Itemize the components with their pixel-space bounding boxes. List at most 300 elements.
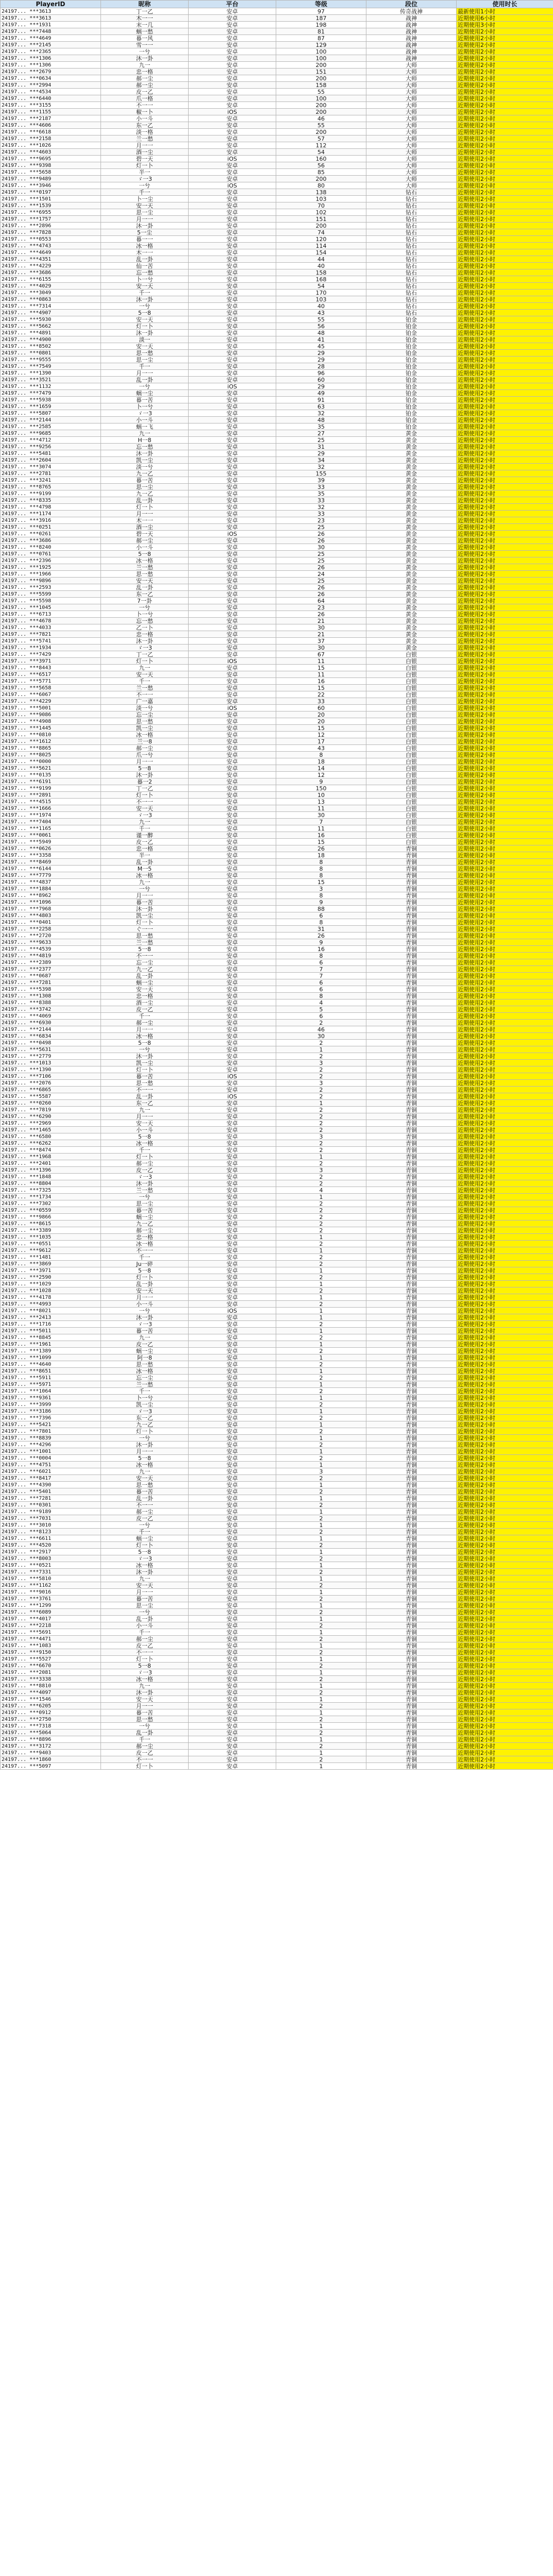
table-row[interactable] <box>1 732 553 738</box>
table-row[interactable] <box>1 845 553 852</box>
table-row[interactable] <box>1 852 553 859</box>
table-row[interactable] <box>1 1241 553 1247</box>
table-row[interactable] <box>1 28 553 35</box>
table-row[interactable] <box>1 799 553 805</box>
table-row[interactable] <box>1 423 553 430</box>
table-row[interactable] <box>1 819 553 825</box>
table-row[interactable] <box>1 785 553 792</box>
table-row[interactable] <box>1 1187 553 1194</box>
header-level[interactable]: 等级 <box>276 1 366 8</box>
table-row[interactable] <box>1 149 553 156</box>
table-row[interactable] <box>1 765 553 772</box>
table-row[interactable] <box>1 631 553 638</box>
cell-time: 近期使用2小时 <box>457 1442 553 1448</box>
table-row[interactable] <box>1 1093 553 1100</box>
table-row[interactable] <box>1 109 553 115</box>
table-row[interactable] <box>1 718 553 725</box>
table-row[interactable] <box>1 1515 553 1522</box>
table-row[interactable] <box>1 825 553 832</box>
table-row[interactable] <box>1 745 553 752</box>
table-row[interactable] <box>1 363 553 370</box>
table-row[interactable] <box>1 578 553 584</box>
cell-rank: 钻石 <box>366 269 457 276</box>
table-row[interactable] <box>1 296 553 303</box>
table-row[interactable] <box>1 986 553 993</box>
table-row[interactable] <box>1 1535 553 1542</box>
table-row[interactable] <box>1 999 553 1006</box>
table-row[interactable] <box>1 1649 553 1656</box>
table-row[interactable] <box>1 457 553 464</box>
table-row[interactable] <box>1 263 553 269</box>
table-row[interactable] <box>1 303 553 310</box>
table-row[interactable] <box>1 698 553 705</box>
header-player-id[interactable]: PlayerID <box>1 1 101 8</box>
table-row[interactable] <box>1 658 553 665</box>
cell-time: 近期使用2小时 <box>457 1053 553 1060</box>
table-row[interactable] <box>1 1549 553 1555</box>
table-row[interactable] <box>1 383 553 390</box>
table-row[interactable] <box>1 1247 553 1254</box>
table-row[interactable] <box>1 484 553 490</box>
table-row[interactable] <box>1 1609 553 1616</box>
table-row[interactable] <box>1 531 553 537</box>
cell-time: 近期使用2小时 <box>457 511 553 517</box>
table-row[interactable] <box>1 711 553 718</box>
table-row[interactable] <box>1 397 553 403</box>
table-row[interactable] <box>1 89 553 95</box>
table-row[interactable] <box>1 1107 553 1113</box>
table-row[interactable] <box>1 1448 553 1455</box>
cell-level: 22 <box>276 691 366 698</box>
table-row[interactable] <box>1 1160 553 1167</box>
table-row[interactable] <box>1 1696 553 1703</box>
table-row[interactable] <box>1 1582 553 1589</box>
table-row[interactable] <box>1 1006 553 1013</box>
table-row[interactable] <box>1 223 553 229</box>
table-row[interactable] <box>1 1194 553 1200</box>
table-row[interactable] <box>1 979 553 986</box>
table-row[interactable] <box>1 490 553 497</box>
header-platform[interactable]: 平台 <box>189 1 276 8</box>
table-row[interactable] <box>1 115 553 122</box>
table-row[interactable] <box>1 1361 553 1368</box>
table-row[interactable] <box>1 1180 553 1187</box>
table-row[interactable] <box>1 1468 553 1475</box>
table-row[interactable] <box>1 1381 553 1388</box>
table-row[interactable] <box>1 1020 553 1026</box>
table-row[interactable] <box>1 316 553 323</box>
table-row[interactable] <box>1 216 553 223</box>
table-row[interactable] <box>1 511 553 517</box>
table-row[interactable] <box>1 1120 553 1127</box>
table-row[interactable] <box>1 678 553 685</box>
cell-name: 蜗一尘 <box>101 390 189 397</box>
cell-time: 近期使用2小时 <box>457 1241 553 1247</box>
table-row[interactable] <box>1 859 553 866</box>
table-row[interactable] <box>1 524 553 531</box>
table-row[interactable] <box>1 377 553 383</box>
table-row[interactable] <box>1 832 553 839</box>
table-row[interactable] <box>1 129 553 135</box>
table-row[interactable] <box>1 370 553 377</box>
table-row[interactable] <box>1 1080 553 1087</box>
table-row[interactable] <box>1 1401 553 1408</box>
table-row[interactable] <box>1 1629 553 1636</box>
table-row[interactable] <box>1 1301 553 1308</box>
table-row[interactable] <box>1 772 553 778</box>
table-row[interactable] <box>1 1368 553 1375</box>
table-row[interactable] <box>1 839 553 845</box>
table-row[interactable] <box>1 598 553 604</box>
table-row[interactable] <box>1 122 553 129</box>
table-row[interactable] <box>1 953 553 959</box>
table-row[interactable] <box>1 1421 553 1428</box>
table-row[interactable] <box>1 551 553 557</box>
table-row[interactable] <box>1 410 553 417</box>
table-row[interactable] <box>1 1033 553 1040</box>
table-row[interactable] <box>1 1730 553 1736</box>
table-row[interactable] <box>1 1100 553 1107</box>
table-row[interactable] <box>1 1475 553 1482</box>
table-row[interactable] <box>1 1133 553 1140</box>
table-row[interactable] <box>1 1435 553 1442</box>
table-row[interactable] <box>1 403 553 410</box>
table-row[interactable] <box>1 1683 553 1689</box>
cell-player-id: 24197... ***3999 <box>1 1401 101 1408</box>
table-row[interactable] <box>1 1334 553 1341</box>
table-row[interactable] <box>1 357 553 363</box>
table-row[interactable] <box>1 209 553 216</box>
table-row[interactable] <box>1 1040 553 1046</box>
table-row[interactable] <box>1 1395 553 1401</box>
table-row[interactable] <box>1 1428 553 1435</box>
table-row[interactable] <box>1 35 553 42</box>
cell-rank: 钻石 <box>366 296 457 303</box>
table-row[interactable] <box>1 899 553 906</box>
table-row[interactable] <box>1 906 553 912</box>
table-row[interactable] <box>1 805 553 812</box>
table-row[interactable] <box>1 1207 553 1214</box>
table-row[interactable] <box>1 1314 553 1321</box>
table-row[interactable] <box>1 450 553 457</box>
cell-level: 2 <box>276 1676 366 1683</box>
table-row[interactable] <box>1 1703 553 1709</box>
table-row[interactable] <box>1 571 553 578</box>
table-row[interactable] <box>1 1147 553 1154</box>
table-row[interactable] <box>1 444 553 450</box>
table-row[interactable] <box>1 196 553 202</box>
table-row[interactable] <box>1 22 553 28</box>
table-row[interactable] <box>1 1716 553 1723</box>
table-row[interactable] <box>1 1167 553 1174</box>
table-row[interactable] <box>1 618 553 624</box>
table-row[interactable] <box>1 1616 553 1622</box>
table-row[interactable] <box>1 758 553 765</box>
table-row[interactable] <box>1 1642 553 1649</box>
table-row[interactable] <box>1 1308 553 1314</box>
cell-rank: 黄金 <box>366 537 457 544</box>
table-row[interactable] <box>1 15 553 22</box>
table-row[interactable] <box>1 1495 553 1502</box>
table-row[interactable] <box>1 504 553 511</box>
table-row[interactable] <box>1 1723 553 1730</box>
table-row[interactable] <box>1 1743 553 1750</box>
table-row[interactable] <box>1 8 553 15</box>
table-row[interactable] <box>1 973 553 979</box>
cell-platform: 安卓 <box>189 22 276 28</box>
table-row[interactable] <box>1 557 553 564</box>
table-row[interactable] <box>1 1053 553 1060</box>
table-row[interactable] <box>1 939 553 946</box>
table-row[interactable] <box>1 591 553 598</box>
table-row[interactable] <box>1 229 553 236</box>
table-row[interactable] <box>1 1060 553 1066</box>
table-row[interactable] <box>1 176 553 182</box>
table-row[interactable] <box>1 1509 553 1515</box>
table-row[interactable] <box>1 879 553 886</box>
table-row[interactable] <box>1 912 553 919</box>
table-row[interactable] <box>1 1663 553 1669</box>
table-row[interactable] <box>1 1689 553 1696</box>
table-row[interactable] <box>1 182 553 189</box>
cell-platform: iOS <box>189 658 276 665</box>
table-row[interactable] <box>1 1274 553 1281</box>
cell-rank: 青铜 <box>366 1073 457 1080</box>
table-row[interactable] <box>1 1736 553 1743</box>
table-row[interactable] <box>1 437 553 444</box>
table-row[interactable] <box>1 564 553 571</box>
table-row[interactable] <box>1 792 553 799</box>
table-row[interactable] <box>1 1294 553 1301</box>
table-row[interactable] <box>1 142 553 149</box>
cell-platform: 安卓 <box>189 1147 276 1154</box>
cell-player-id: 24197... ***0912 <box>1 1709 101 1716</box>
table-row[interactable] <box>1 611 553 618</box>
table-row[interactable] <box>1 651 553 658</box>
table-row[interactable] <box>1 993 553 999</box>
table-row[interactable] <box>1 1281 553 1287</box>
table-row[interactable] <box>1 48 553 55</box>
table-row[interactable] <box>1 1488 553 1495</box>
table-row[interactable] <box>1 1375 553 1381</box>
table-row[interactable] <box>1 290 553 296</box>
table-row[interactable] <box>1 1354 553 1361</box>
table-row[interactable] <box>1 249 553 256</box>
cell-name: 皮一乙 <box>101 1341 189 1348</box>
table-row[interactable] <box>1 1140 553 1147</box>
cell-level: 1 <box>276 1549 366 1555</box>
table-row[interactable] <box>1 256 553 263</box>
table-row[interactable] <box>1 705 553 711</box>
table-row[interactable] <box>1 537 553 544</box>
cell-player-id: 24197... ***6021 <box>1 1468 101 1475</box>
table-row[interactable] <box>1 1415 553 1421</box>
table-row[interactable] <box>1 1046 553 1053</box>
table-row[interactable] <box>1 269 553 276</box>
table-row[interactable] <box>1 390 553 397</box>
table-row[interactable] <box>1 75 553 82</box>
table-row[interactable] <box>1 1200 553 1207</box>
table-row[interactable] <box>1 872 553 879</box>
table-row[interactable] <box>1 236 553 243</box>
cell-rank: 白银 <box>366 711 457 718</box>
table-row[interactable] <box>1 946 553 953</box>
table-row[interactable] <box>1 752 553 758</box>
table-row[interactable] <box>1 886 553 892</box>
table-row[interactable] <box>1 638 553 645</box>
table-row[interactable] <box>1 1462 553 1468</box>
table-row[interactable] <box>1 1750 553 1756</box>
table-row[interactable] <box>1 778 553 785</box>
table-row[interactable] <box>1 1341 553 1348</box>
table-row[interactable] <box>1 470 553 477</box>
table-row[interactable] <box>1 1113 553 1120</box>
table-row[interactable] <box>1 202 553 209</box>
table-row[interactable] <box>1 1174 553 1180</box>
table-row[interactable] <box>1 1636 553 1642</box>
table-row[interactable] <box>1 1267 553 1274</box>
table-row[interactable] <box>1 671 553 678</box>
table-row[interactable] <box>1 156 553 162</box>
table-row[interactable] <box>1 464 553 470</box>
cell-name: 仙一苦 <box>101 263 189 269</box>
cell-platform: 安卓 <box>189 1261 276 1267</box>
table-row[interactable] <box>1 1154 553 1160</box>
table-row[interactable] <box>1 812 553 819</box>
table-row[interactable] <box>1 42 553 48</box>
table-row[interactable] <box>1 102 553 109</box>
table-row[interactable] <box>1 544 553 551</box>
table-row[interactable] <box>1 691 553 698</box>
table-row[interactable] <box>1 310 553 316</box>
table-row[interactable] <box>1 1087 553 1093</box>
table-row[interactable] <box>1 866 553 872</box>
header-rank[interactable]: 段位 <box>366 1 457 8</box>
table-row[interactable] <box>1 95 553 102</box>
table-row[interactable] <box>1 1502 553 1509</box>
table-row[interactable] <box>1 1656 553 1663</box>
table-row[interactable] <box>1 1348 553 1354</box>
table-row[interactable] <box>1 645 553 651</box>
cell-player-id: 24197... ***4471 <box>1 1636 101 1642</box>
table-row[interactable] <box>1 1622 553 1629</box>
cell-level: 8 <box>276 953 366 959</box>
table-row[interactable] <box>1 82 553 89</box>
table-row[interactable] <box>1 1676 553 1683</box>
table-row[interactable] <box>1 276 553 283</box>
table-row[interactable] <box>1 1542 553 1549</box>
table-row[interactable] <box>1 330 553 336</box>
table-row[interactable] <box>1 1221 553 1227</box>
table-row[interactable] <box>1 966 553 973</box>
table-row[interactable] <box>1 69 553 75</box>
table-row[interactable] <box>1 350 553 357</box>
table-row[interactable] <box>1 336 553 343</box>
table-row[interactable] <box>1 162 553 169</box>
table-row[interactable] <box>1 477 553 484</box>
table-row[interactable] <box>1 62 553 69</box>
cell-time: 近期使用2小时 <box>457 758 553 765</box>
cell-time: 近期使用2小时 <box>457 1020 553 1026</box>
table-row[interactable] <box>1 584 553 591</box>
table-row[interactable] <box>1 1328 553 1334</box>
table-row[interactable] <box>1 1482 553 1488</box>
table-row[interactable] <box>1 323 553 330</box>
table-row[interactable] <box>1 1227 553 1234</box>
table-row[interactable] <box>1 1408 553 1415</box>
table-row[interactable] <box>1 1234 553 1241</box>
table-row[interactable] <box>1 243 553 249</box>
cell-player-id: 24197... ***5481 <box>1 450 101 457</box>
table-row[interactable] <box>1 919 553 926</box>
table-row[interactable] <box>1 1602 553 1609</box>
table-row[interactable] <box>1 604 553 611</box>
table-row[interactable] <box>1 933 553 939</box>
table-row[interactable] <box>1 1455 553 1462</box>
table-row[interactable] <box>1 1127 553 1133</box>
table-row[interactable] <box>1 624 553 631</box>
table-row[interactable] <box>1 1596 553 1602</box>
table-row[interactable] <box>1 135 553 142</box>
table-row[interactable] <box>1 1589 553 1596</box>
table-row[interactable] <box>1 1254 553 1261</box>
header-name[interactable]: 昵称 <box>101 1 189 8</box>
table-row[interactable] <box>1 1442 553 1448</box>
table-row[interactable] <box>1 283 553 290</box>
table-row[interactable] <box>1 1522 553 1529</box>
table-row[interactable] <box>1 1575 553 1582</box>
table-row[interactable] <box>1 892 553 899</box>
table-row[interactable] <box>1 685 553 691</box>
table-row[interactable] <box>1 1287 553 1294</box>
table-row[interactable] <box>1 1562 553 1569</box>
table-row[interactable] <box>1 1214 553 1221</box>
table-row[interactable] <box>1 343 553 350</box>
table-row[interactable] <box>1 1013 553 1020</box>
table-row[interactable] <box>1 959 553 966</box>
table-row[interactable] <box>1 725 553 732</box>
table-row[interactable] <box>1 1669 553 1676</box>
table-row[interactable] <box>1 1321 553 1328</box>
table-row[interactable] <box>1 1261 553 1267</box>
table-row[interactable] <box>1 1709 553 1716</box>
table-row[interactable] <box>1 189 553 196</box>
table-row[interactable] <box>1 430 553 437</box>
table-row[interactable] <box>1 1026 553 1033</box>
cell-level: 1 <box>276 1575 366 1582</box>
table-row[interactable] <box>1 1756 553 1763</box>
table-row[interactable] <box>1 1555 553 1562</box>
table-row[interactable] <box>1 1066 553 1073</box>
table-row[interactable] <box>1 1529 553 1535</box>
cell-name: 暮一苦 <box>101 1596 189 1602</box>
table-row[interactable] <box>1 417 553 423</box>
table-row[interactable] <box>1 517 553 524</box>
table-row[interactable] <box>1 55 553 62</box>
cell-rank: 钻石 <box>366 276 457 283</box>
header-time[interactable]: 使用时长 <box>457 1 553 8</box>
table-row[interactable] <box>1 738 553 745</box>
table-row[interactable] <box>1 1388 553 1395</box>
table-row[interactable] <box>1 497 553 504</box>
cell-rank: 黄金 <box>366 517 457 524</box>
table-row[interactable] <box>1 1073 553 1080</box>
table-row[interactable] <box>1 1569 553 1575</box>
table-row[interactable] <box>1 926 553 933</box>
table-row[interactable] <box>1 1763 553 1770</box>
table-row[interactable] <box>1 665 553 671</box>
table-row[interactable] <box>1 169 553 176</box>
